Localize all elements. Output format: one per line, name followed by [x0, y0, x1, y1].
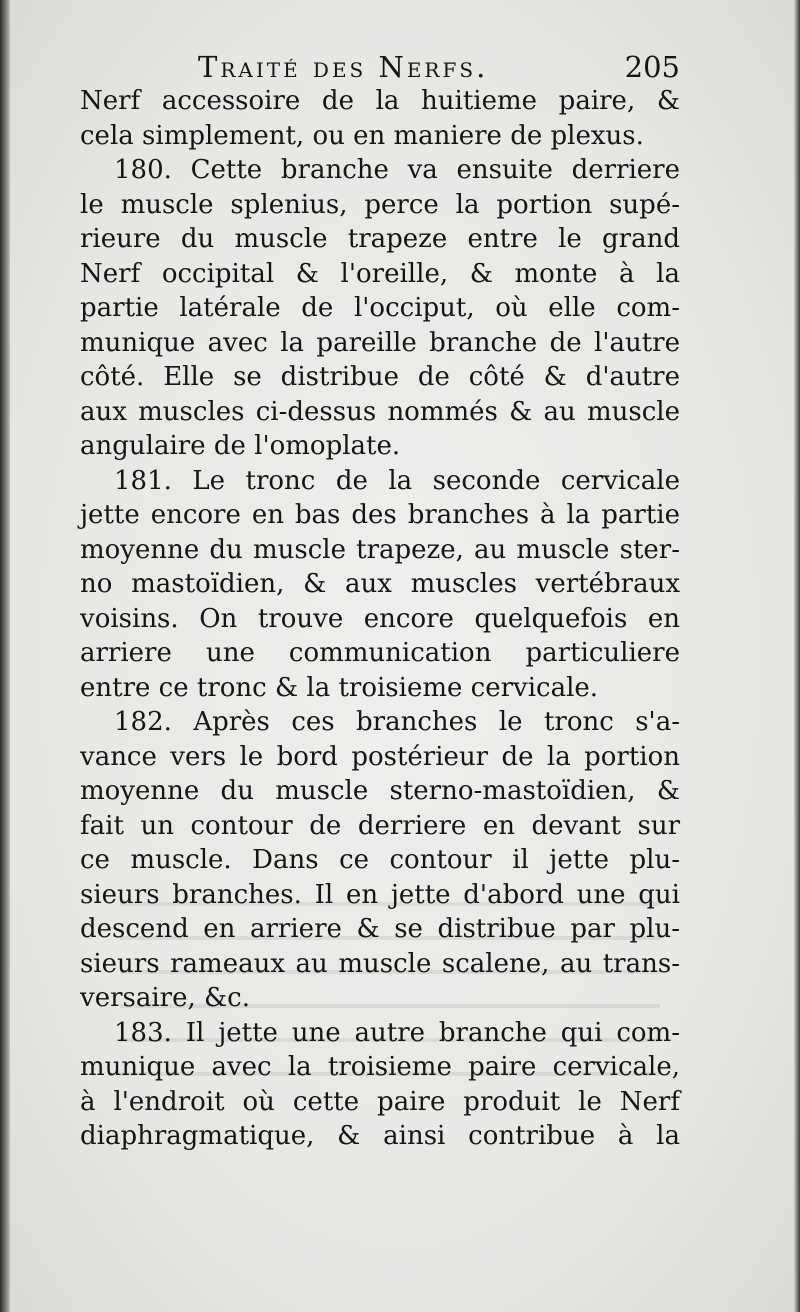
running-title: Traité des Nerfs.: [198, 50, 489, 84]
text-line: arriere une communication particuliere: [80, 638, 680, 668]
text-line: sieurs rameaux au muscle scalene, au trans-: [80, 948, 680, 979]
text-line: vance vers le bord postérieur de la portion: [80, 741, 680, 772]
text-line: moyenne du muscle trapeze, au muscle ster-: [80, 534, 680, 565]
text-line: à l'endroit où cette paire produit le Nerf: [80, 1086, 680, 1117]
text-line: munique avec la pareille branche de l'autre: [80, 327, 680, 358]
text-line: cela simplement, ou en maniere de plexus.: [80, 120, 644, 151]
text-line: jette encore en bas des branches à la partie: [80, 500, 680, 530]
text-line: ce muscle. Dans ce contour il jette plu-: [80, 845, 680, 875]
text-line: voisins. On trouve encore quelquefois en: [80, 603, 680, 634]
page-edge-shadow-left: [0, 0, 10, 1312]
text-line: versaire, &c.: [80, 983, 250, 1013]
text-line: entre ce tronc & la troisieme cervicale.: [80, 672, 599, 703]
text-line: fait un contour de derriere en devant sur: [80, 810, 680, 841]
text-line: angulaire de l'omoplate.: [80, 431, 401, 461]
text-line: sieurs branches. Il en jette d'abord une qui: [80, 879, 680, 910]
text-line: diaphragmatique, & ainsi contribue à la: [80, 1121, 680, 1151]
text-line: moyenne du muscle sterno-mastoïdien, &: [80, 776, 680, 806]
page-edge-shadow-right: [794, 0, 800, 1312]
paragraph-180-line: 180. Cette branche va ensuite derriere: [114, 155, 680, 185]
paragraph-181-line: 181. Le tronc de la seconde cervicale: [114, 465, 680, 496]
body-text: [80, 84, 680, 1154]
text-line: côté. Elle se distribue de côté & d'autre: [80, 362, 680, 392]
text-line: le muscle splenius, perce la portion supé-: [80, 189, 680, 220]
paragraph-183-line: 183. Il jette une autre branche qui com-: [114, 1017, 680, 1048]
text-line: no mastoïdien, & aux muscles vertébraux: [80, 569, 680, 599]
text-line: descend en arriere & se distribue par plu-: [80, 914, 680, 944]
page-number: 205: [624, 50, 680, 84]
text-line: aux muscles ci-dessus nommés & au muscle: [80, 396, 680, 427]
text-line: Nerf accessoire de la huitieme paire, &: [80, 86, 680, 116]
text-line: rieure du muscle trapeze entre le grand: [80, 224, 680, 254]
text-line: partie latérale de l'occiput, où elle com-: [80, 293, 680, 323]
text-line: Nerf occipital & l'oreille, & monte à la: [80, 258, 680, 289]
text-line: munique avec la troisieme paire cervicale,: [80, 1052, 680, 1082]
paragraph-182-line: 182. Après ces branches le tronc s'a-: [114, 707, 680, 737]
